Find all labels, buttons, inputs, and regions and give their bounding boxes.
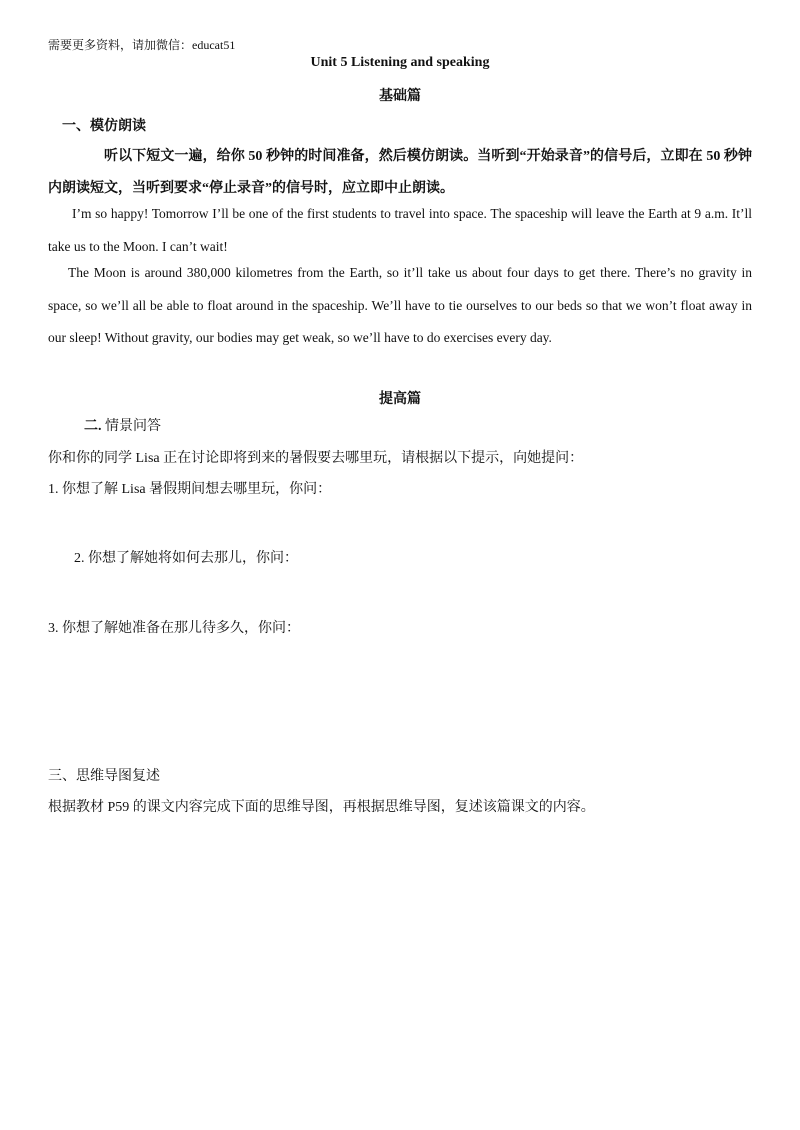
- part-basic-heading: 基础篇: [379, 89, 421, 104]
- section2-heading-number: 二.: [84, 419, 102, 434]
- section2-heading-text: 情景问答: [101, 419, 161, 434]
- passage-paragraph-2: The Moon is around 380,000 kilometres from the Earth, so it’ll take us about four days to get there. There’s no gravity in space, so we’ll all be able to float around in the spaceship. We’ll have to tie ourselves to our beds so that we won’t float away in our sleep! Without gravity, our bodies may get weak, so we’ll have to do exercises every day.: [48, 265, 752, 345]
- section2-heading: [84, 415, 161, 435]
- passage-paragraph-1: I’m so happy! Tomorrow I’ll be one of the first students to travel into space. The spaceship will leave the Earth at 9 a.m. It’ll take us to the Moon. I can’t wait!: [48, 206, 752, 254]
- part-advanced-heading: 提高篇: [379, 392, 421, 407]
- question-3: 3. 你想了解她准备在那儿待多久，你问：: [48, 621, 300, 636]
- section1-heading: 一、模仿朗读: [62, 119, 146, 134]
- section1-instruction: 听以下短文一遍，给你 50 秒钟的时间准备，然后模仿朗读。当听到“开始录音”的信号后，立即在 50 秒钟内朗读短文，当听到要求“停止录音”的信号时，应立即中止朗读。: [48, 149, 752, 196]
- question-2: 2. 你想了解她将如何去那儿，你问：: [74, 551, 298, 566]
- section2-context: 你和你的同学 Lisa 正在讨论即将到来的暑假要去哪里玩，请根据以下提示，向她提问：: [48, 451, 584, 466]
- section3-heading: 三、思维导图复述: [48, 769, 160, 784]
- question-1: 1. 你想了解 Lisa 暑假期间想去哪里玩，你问：: [48, 482, 332, 497]
- header-note: 需要更多资料，请加微信：educat51: [48, 38, 236, 52]
- page-title: Unit 5 Listening and speaking: [310, 55, 490, 70]
- section3-task: 根据教材 P59 的课文内容完成下面的思维导图，再根据思维导图，复述该篇课文的内容。: [48, 800, 595, 815]
